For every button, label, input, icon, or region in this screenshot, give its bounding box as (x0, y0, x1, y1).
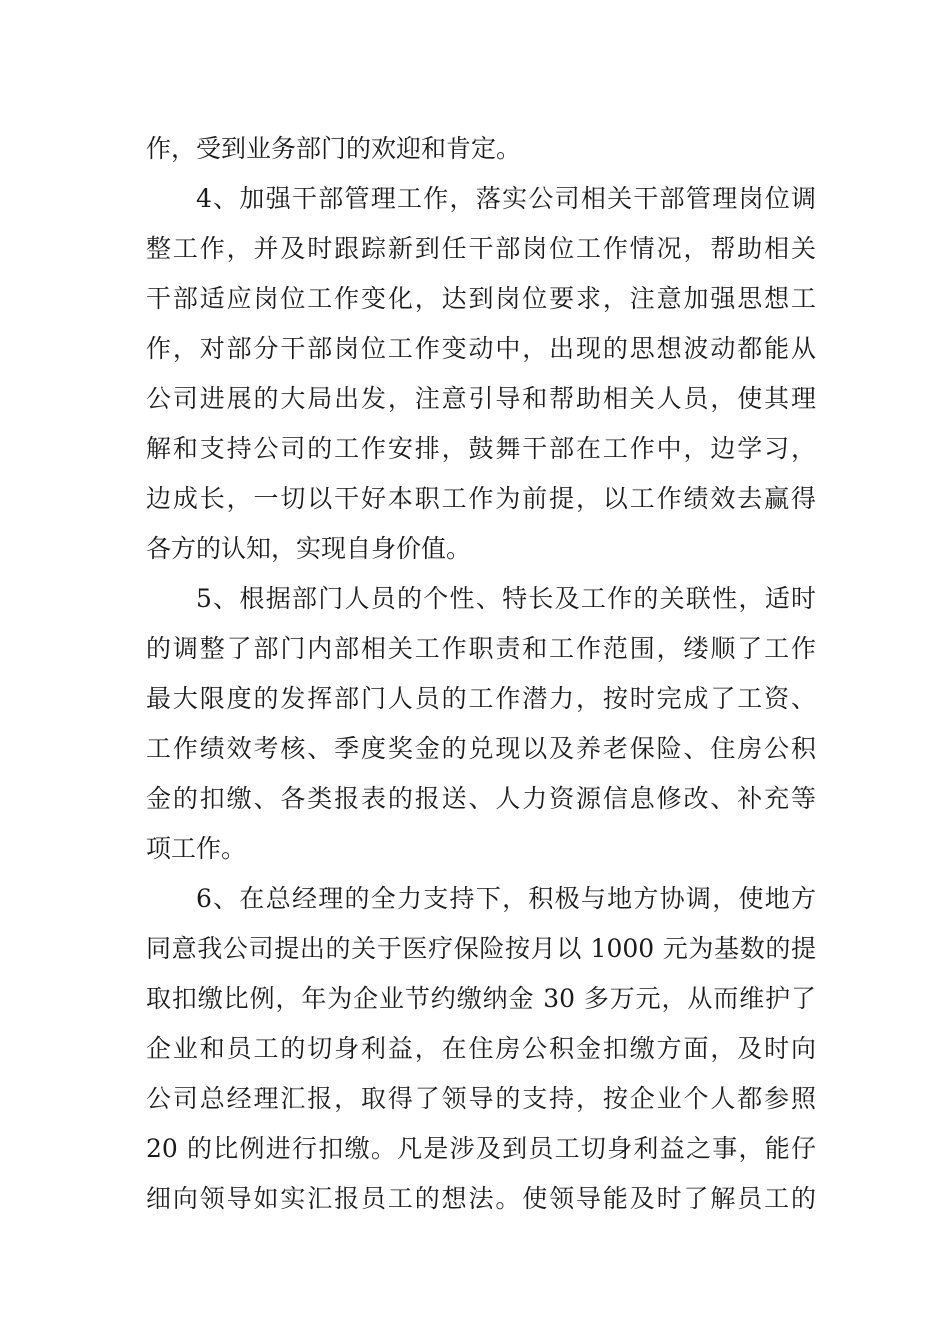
text-line: 公司总经理汇报，取得了领导的支持，按企业个人都参照 (146, 1084, 816, 1113)
text-line: 解和支持公司的工作安排，鼓舞干部在工作中，边学习， (146, 434, 816, 463)
text-line: 金的扣缴、各类报表的报送、人力资源信息修改、补充等 (146, 784, 816, 813)
text-line: 同意我公司提出的关于医疗保险按月以 1000 元为基数的提 (146, 934, 816, 963)
text-line: 公司进展的大局出发，注意引导和帮助相关人员，使其理 (146, 384, 816, 413)
text-line: 作，对部分干部岗位工作变动中，出现的思想波动都能从 (146, 334, 816, 363)
text-line: 20 的比例进行扣缴。凡是涉及到员工切身利益之事，能仔 (146, 1134, 816, 1163)
text-line: 项工作。 (146, 834, 247, 863)
text-line: 6、在总经理的全力支持下，积极与地方协调，使地方 (196, 884, 816, 913)
text-line: 企业和员工的切身利益，在住房公积金扣缴方面，及时向 (146, 1034, 816, 1063)
text-line: 整工作，并及时跟踪新到任干部岗位工作情况，帮助相关 (146, 234, 816, 263)
text-line: 的调整了部门内部相关工作职责和工作范围，缕顺了工作 (146, 634, 816, 663)
text-line: 5、根据部门人员的个性、特长及工作的关联性，适时 (196, 584, 816, 613)
text-line: 工作绩效考核、季度奖金的兑现以及养老保险、住房公积 (146, 734, 816, 763)
text-line: 作，受到业务部门的欢迎和肯定。 (146, 134, 522, 163)
text-line: 4、加强干部管理工作，落实公司相关干部管理岗位调 (196, 184, 816, 213)
text-line: 各方的认知，实现自身价值。 (146, 534, 472, 563)
text-line: 取扣缴比例，年为企业节约缴纳金 30 多万元，从而维护了 (146, 984, 816, 1013)
text-line: 细向领导如实汇报员工的想法。使领导能及时了解员工的 (146, 1184, 816, 1213)
text-line: 边成长，一切以干好本职工作为前提，以工作绩效去赢得 (146, 484, 816, 513)
text-line: 最大限度的发挥部门人员的工作潜力，按时完成了工资、 (146, 684, 816, 713)
text-line: 干部适应岗位工作变化，达到岗位要求，注意加强思想工 (146, 284, 816, 313)
